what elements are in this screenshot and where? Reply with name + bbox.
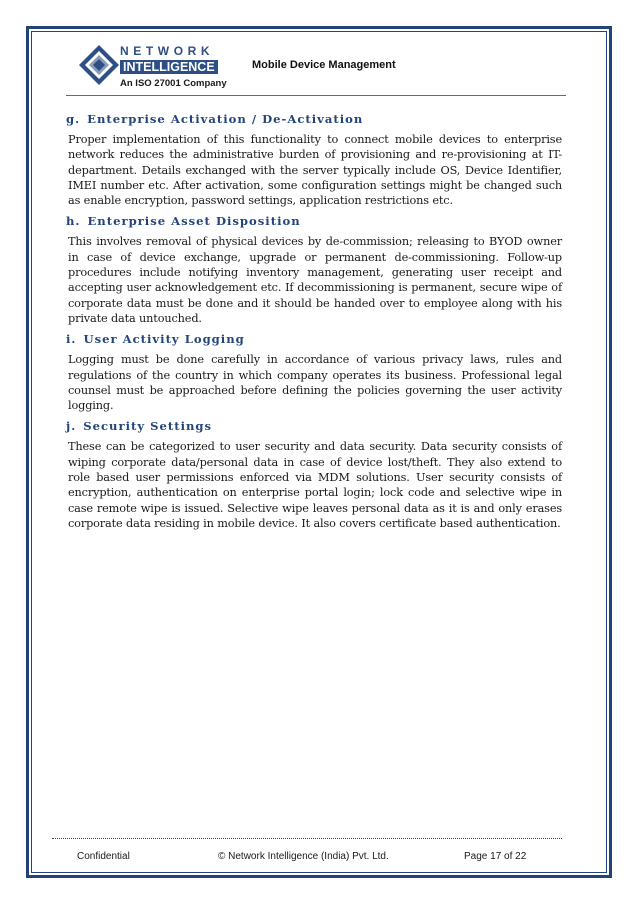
- section-title: Enterprise Activation / De-Activation: [87, 112, 364, 126]
- section-asset-disposition: [66, 213, 562, 326]
- section-user-activity-logging: [66, 331, 562, 413]
- section-body: Proper implementation of this functionality to connect mobile devices to enterprise network reduces the administrative burden of provisioning and re-provisioning at IT-department. Details exchanged with the server typically include OS, Device Identifier, IMEI number etc. After activation, some configuration settings might be changed such as enable encryption, password settings, application restrictions etc.: [68, 133, 562, 208]
- section-title: Enterprise Asset Disposition: [87, 214, 301, 229]
- section-letter: h.: [66, 214, 81, 229]
- footer-divider: [52, 838, 562, 839]
- logo-line-network: NETWORK: [120, 44, 215, 58]
- page-header: [66, 40, 566, 98]
- section-title: Security Settings: [83, 419, 213, 434]
- footer-page-number: Page 17 of 22: [464, 851, 527, 862]
- section-heading: [66, 111, 562, 127]
- section-heading: [66, 418, 562, 434]
- logo-line-intelligence: INTELLIGENCE: [120, 60, 218, 74]
- header-divider: [66, 95, 566, 96]
- logo-line-iso: An ISO 27001 Company: [120, 78, 227, 89]
- page-content: [66, 111, 562, 536]
- section-letter: j.: [66, 419, 77, 434]
- section-letter: g.: [66, 112, 81, 126]
- logo-text: [120, 45, 227, 90]
- section-body: Logging must be done carefully in accordance of various privacy laws, rules and regulations of the country in which company operates its business. Professional legal counsel must be approached before defining the policies governing the user activity logging.: [68, 353, 562, 413]
- section-body: This involves removal of physical devices by de-commission; releasing to BYOD owner in case of device exchange, upgrade or permanent de-commissioning. Follow-up procedures include notifying inventory management, generating user receipt and accepting user acknowledgement etc. If decommissioning is permanent, secure wipe of corporate data must be done and it should be handed over to employee along with his private data untouched.: [68, 235, 562, 325]
- footer-confidential: Confidential: [77, 851, 130, 862]
- section-security-settings: [66, 418, 562, 531]
- section-heading: [66, 331, 562, 347]
- section-letter: i.: [66, 332, 77, 347]
- document-title: Mobile Device Management: [252, 59, 396, 71]
- footer-copyright: © Network Intelligence (India) Pvt. Ltd.: [218, 851, 389, 862]
- section-enterprise-activation: [66, 111, 562, 208]
- section-title: User Activity Logging: [83, 332, 245, 347]
- section-body: These can be categorized to user security and data security. Data security consists of wiping corporate data/personal data in case of device lost/theft. They also extend to role based user permissions enforced via MDM solutions. User security consists of encryption, authentication on enterprise portal login; lock code and selective wipe in case remote wipe is issued. Selective wipe leaves personal data as it is and only erases corporate data residing in mobile device. It also covers certificate based authentication.: [68, 440, 562, 530]
- section-heading: [66, 213, 562, 229]
- network-intelligence-logo-icon: [78, 44, 120, 86]
